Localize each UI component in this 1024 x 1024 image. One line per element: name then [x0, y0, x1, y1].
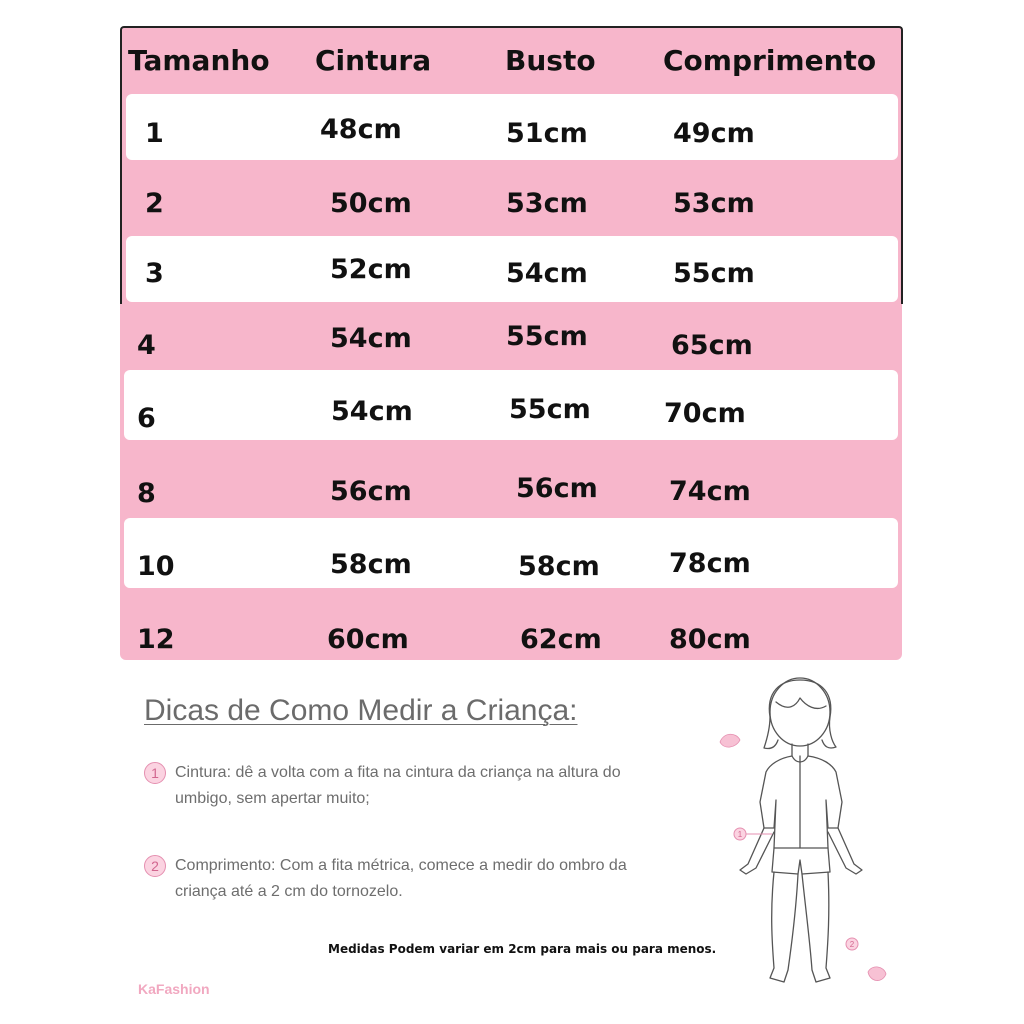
cell-waist: 54cm [331, 396, 413, 427]
cell-waist: 60cm [327, 624, 409, 655]
cell-bust: 56cm [516, 473, 598, 504]
row-band-10 [124, 518, 898, 588]
cell-bust: 58cm [518, 551, 600, 582]
cell-length: 70cm [664, 398, 746, 429]
cell-length: 55cm [673, 258, 755, 289]
cell-bust: 54cm [506, 258, 588, 289]
figure-marker: 1 [737, 830, 743, 839]
cell-size: 2 [145, 188, 164, 219]
child-measurement-illustration [700, 672, 900, 1012]
brand-watermark: KaFashion [138, 981, 210, 997]
cell-waist: 48cm [320, 114, 402, 145]
header-length: Comprimento [663, 44, 877, 77]
cell-waist: 58cm [330, 549, 412, 580]
tips-title: Dicas de Como Medir a Criança: [144, 694, 578, 727]
tip-number-badge: 1 [144, 762, 166, 784]
cell-size: 4 [137, 330, 156, 361]
measurement-note: Medidas Podem variar em 2cm para mais ou para menos. [328, 942, 717, 956]
cell-bust: 51cm [506, 118, 588, 149]
cell-bust: 55cm [509, 394, 591, 425]
header-bust: Busto [505, 44, 596, 77]
header-waist: Cintura [315, 44, 432, 77]
cell-waist: 52cm [330, 254, 412, 285]
cell-length: 80cm [669, 624, 751, 655]
cell-bust: 53cm [506, 188, 588, 219]
cell-waist: 56cm [330, 476, 412, 507]
tip-waist-text: Cintura: dê a volta com a fita na cintura da criança na altura do umbigo, sem apertar muito; [175, 764, 621, 807]
cell-size: 1 [145, 118, 164, 149]
cell-bust: 55cm [506, 321, 588, 352]
tip-length-text: Comprimento: Com a fita métrica, comece a medir do ombro da criança até a 2 cm do tornozelo. [175, 857, 627, 900]
cell-size: 8 [137, 478, 156, 509]
cell-size: 3 [145, 258, 164, 289]
header-size: Tamanho [128, 44, 270, 77]
figure-marker: 2 [849, 940, 855, 949]
cell-waist: 50cm [330, 188, 412, 219]
cell-bust: 62cm [520, 624, 602, 655]
cell-length: 78cm [669, 548, 751, 579]
cell-length: 53cm [673, 188, 755, 219]
cell-size: 10 [137, 551, 175, 582]
cell-length: 49cm [673, 118, 755, 149]
cell-length: 74cm [669, 476, 751, 507]
cell-size: 6 [137, 403, 156, 434]
cell-size: 12 [137, 624, 175, 655]
cell-waist: 54cm [330, 323, 412, 354]
cell-length: 65cm [671, 330, 753, 361]
tip-number-badge: 2 [144, 855, 166, 877]
